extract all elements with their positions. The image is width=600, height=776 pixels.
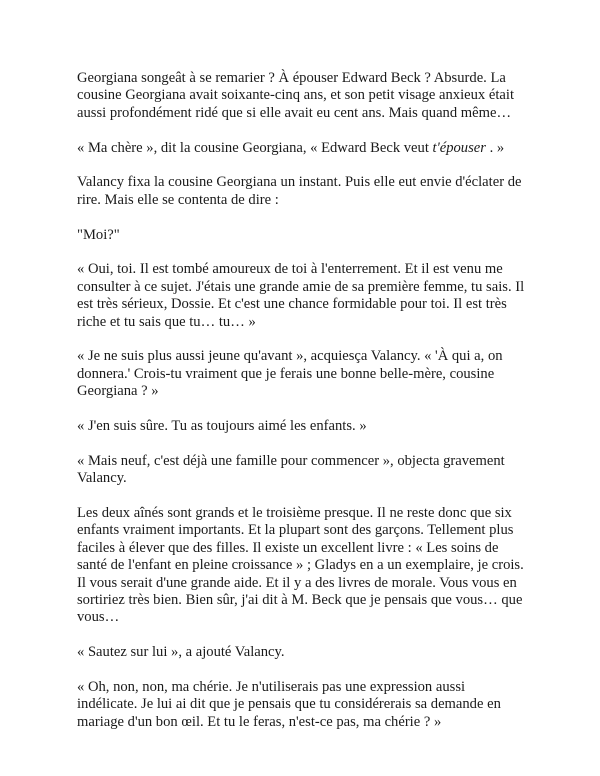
paragraph-2	[77, 140, 529, 157]
paragraph-11: « Oh, non, non, ma chérie. Je n'utiliserais pas une expression aussi indélicate. Je lui ai dit que je pensais que tu considérerais sa demande en mariage d'un bon œil. Et tu le feras, n'est-ce pas, ma chérie ? »	[77, 679, 501, 730]
paragraph-2-end: . »	[485, 139, 505, 156]
paragraph-2-start: « Ma chère », dit la cousine Georgiana, « Edward Beck veut	[77, 139, 433, 156]
paragraph-3: Valancy fixa la cousine Georgiana un instant. Puis elle eut envie d'éclater de rire. Mais elle se contenta de dire :	[77, 174, 522, 208]
paragraph-4: "Moi?"	[77, 226, 120, 243]
paragraph-10: « Sautez sur lui », a ajouté Valancy.	[77, 644, 285, 661]
paragraph-9: Les deux aînés sont grands et le troisième presque. Il ne reste donc que six enfants vraiment importants. Et la plupart sont des garçons. Tellement plus faciles à élever que des filles. Il existe un excellent livre : « Les soins de santé de l'enfant en pleine croissance » ; Gladys en a un exemplaire, je crois. Il vous serait d'une grande aide. Et il y a des livres de morale. Vous vous en sortiriez très bien. Bien sûr, j'ai dit à M. Beck que je pensais que vous… que vous…	[77, 505, 524, 626]
paragraph-8: « Mais neuf, c'est déjà une famille pour commencer », objecta gravement Valancy.	[77, 452, 505, 487]
paragraph-1: Georgiana songeât à se remarier ? À épouser Edward Beck ? Absurde. La cousine Georgiana avait soixante-cinq ans, et son petit visage anxieux était aussi profondément ridé que si elle avait eu cent ans. Mais quand même…	[77, 70, 515, 121]
document-page	[77, 70, 529, 749]
paragraph-6: « Je ne suis plus aussi jeune qu'avant », acquiesça Valancy. « 'À qui a, on donnera.' Crois-tu vraiment que je ferais une bonne belle-mère, cousine Georgiana ? »	[77, 348, 503, 400]
paragraph-2-emphasis: t'épouser	[432, 139, 486, 156]
paragraph-5: « Oui, toi. Il est tombé amoureux de toi à l'enterrement. Et il est venu me consulter à ce sujet. J'étais une grande amie de sa première femme, tu sais. Il est très sérieux, Dossie. Et c'est une chance formidable pour toi. Il est très riche et tu sais que tu… tu… »	[77, 261, 525, 330]
paragraph-7: « J'en suis sûre. Tu as toujours aimé les enfants. »	[77, 418, 367, 435]
